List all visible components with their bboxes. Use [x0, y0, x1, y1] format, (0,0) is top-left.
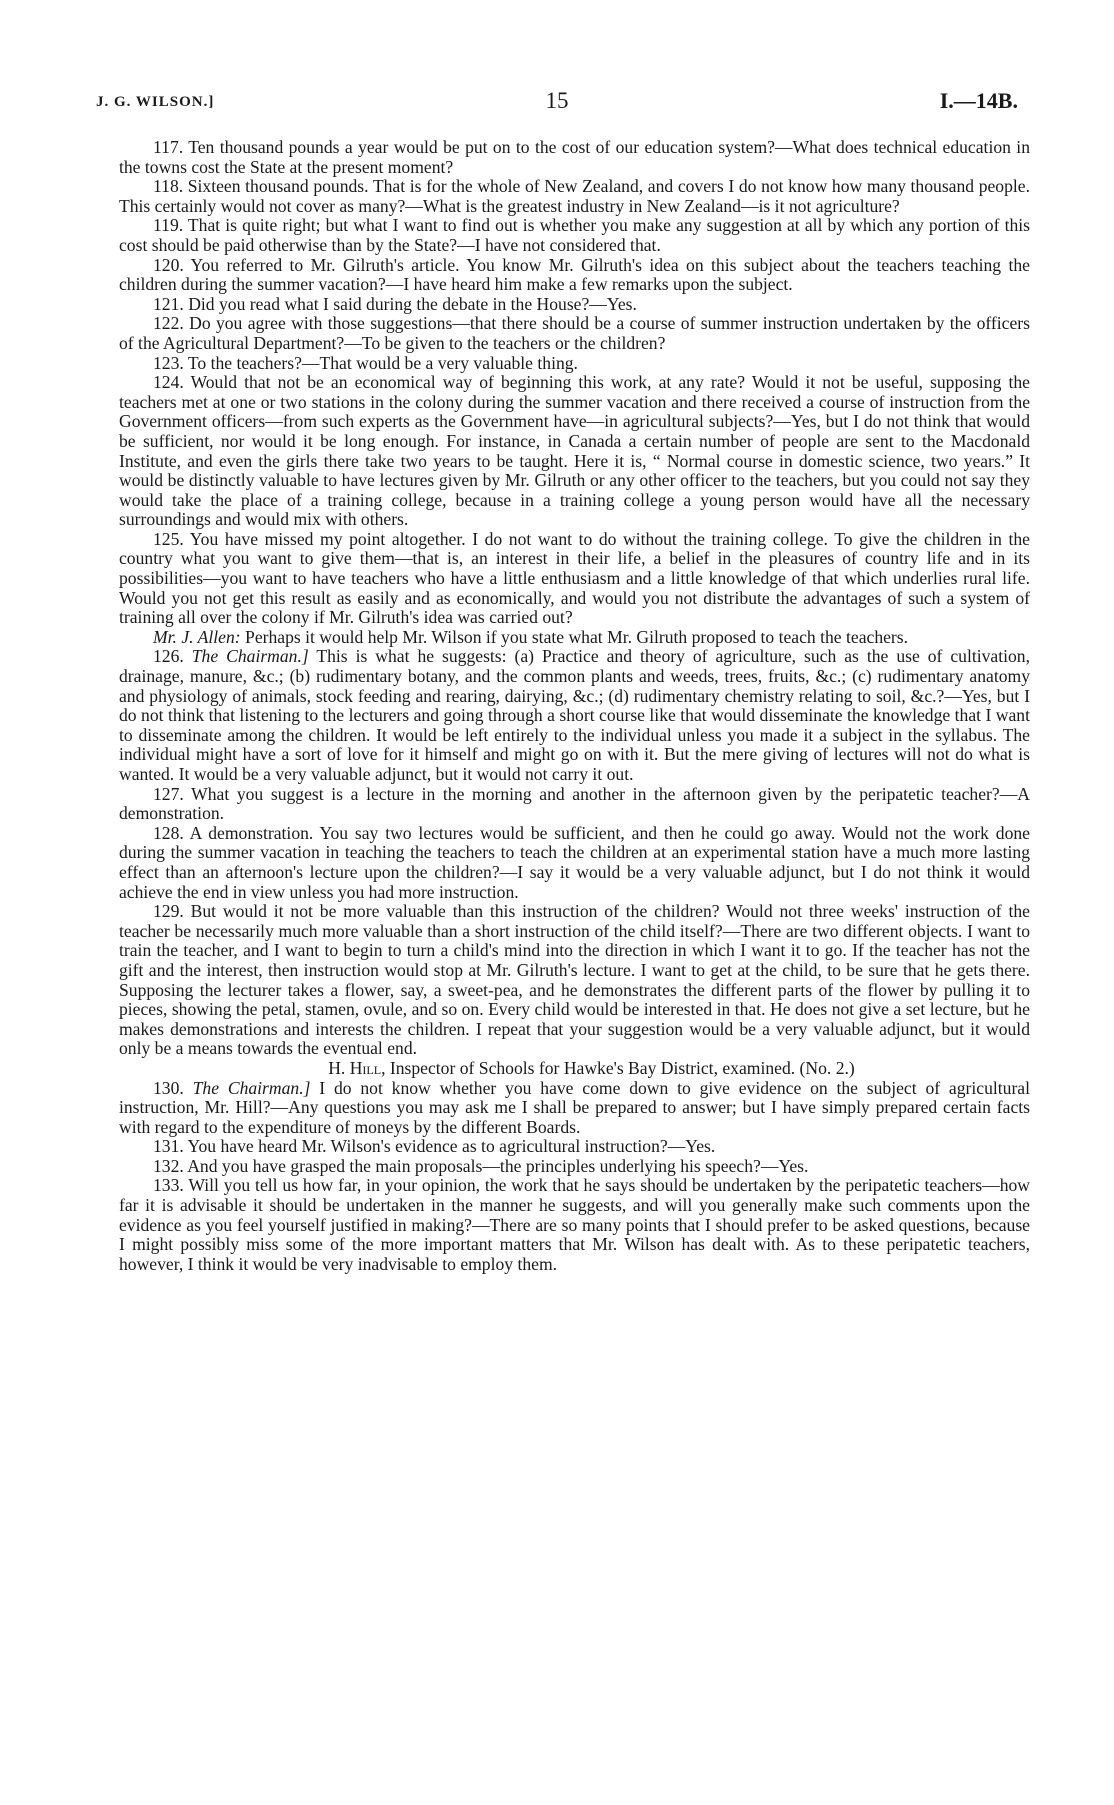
- running-header: [96, 88, 1018, 118]
- paragraph-120: 120. You referred to Mr. Gilruth's article. You know Mr. Gilruth's idea on this subject about the teachers teaching the children during the summer vacation?—I have heard him make a few remarks upon the subject.: [119, 254, 1030, 295]
- paragraph-text: I do not know whether you have come down to give evidence on the subject of agricultural instruction, Mr. Hill?—Any questions you may ask me I shall be prepared to answer; but I have simply prepared certain facts with regard to the expenditure of moneys by the different Boards.: [119, 1077, 1031, 1137]
- document-body: [119, 138, 1030, 1274]
- speaker-label: Mr. J. Allen:: [153, 626, 241, 647]
- paragraph-127: 127. What you suggest is a lecture in the morning and another in the afternoon given by the peripatetic teacher?—A demonstration.: [119, 783, 1030, 824]
- paragraph-118: 118. Sixteen thousand pounds. That is for the whole of New Zealand, and covers I do not know how many thousand people. This certainly would not cover as many?—What is the greatest industry in New Zealand—is it not agriculture?: [119, 176, 1030, 216]
- paragraph-131: 131. You have heard Mr. Wilson's evidence as to agricultural instruction?—Yes.: [153, 1136, 716, 1157]
- paragraph-132: 132. And you have grasped the main proposals—the principles underlying his speech?—Yes.: [153, 1155, 809, 1176]
- paragraph-133: 133. Will you tell us how far, in your opinion, the work that he says should be undertaken by the peripatetic teachers—how far it is advisable it should be undertaken in the manner he suggests, and will you generally make such comments upon the evidence as you feel yourself justified in making?—There are so many points that I should prefer to be asked questions, because I might possibly miss some of the more important matters that Mr. Wilson has dealt with. As to these peripatetic teachers, however, I think it would be very inadvisable to employ them.: [119, 1175, 1030, 1274]
- speaker-label: The Chairman.]: [192, 1077, 311, 1098]
- paragraph-129: 129. But would it not be more valuable than this instruction of the children? Would not three weeks' instruction of the teacher be necessarily much more valuable than a short instruction of the child itself?—There are two different objects. I want to train the teacher, and I want to begin to turn a child's mind into the direction in which I want it to go. If the teacher has not the gift and the interest, then instruction would stop at Mr. Gilruth's lecture. I want to get at the child, to be sure that he gets there. Supposing the lecturer takes a flower, say, a sweet-pea, and he demonstrates the different parts of the flower by pulling it to pieces, showing the petal, stamen, ovule, and so on. Every child would be interested in that. He does not give a set lecture, but he makes demonstrations and interests the children. I repeat that your suggestion would be a very valuable adjunct, but it would only be a means towards the eventual end.: [119, 901, 1030, 1059]
- witness-heading: [119, 1059, 1030, 1079]
- paragraph-number: 130.: [153, 1077, 184, 1098]
- paragraph-119: 119. That is quite right; but what I want to find out is whether you make any suggestion at all by which any portion of this cost should be paid otherwise than by the State?—I have not considered that.: [119, 215, 1030, 255]
- paragraph-126: [119, 647, 1030, 784]
- paragraph-123: 123. To the teachers?—That would be a very valuable thing.: [153, 352, 578, 373]
- paragraph-121: 121. Did you read what I said during the debate in the House?—Yes.: [153, 293, 637, 314]
- paragraph-allen: [119, 628, 1030, 648]
- paragraph-text: Perhaps it would help Mr. Wilson if you state what Mr. Gilruth proposed to teach the teachers.: [245, 626, 909, 647]
- speaker-label: The Chairman.]: [191, 646, 309, 667]
- witness-name: H. Hill,: [328, 1057, 386, 1078]
- paragraph-number: 126.: [153, 646, 184, 667]
- paragraph-124: 124. Would that not be an economical way of beginning this work, at any rate? Would it not be useful, supposing the teachers met at one or two stations in the colony during the summer vacation and there received a course of instruction from the Government officers—from such experts as the Government have—in agricultural subjects?—Yes, but I do not think that would be sufficient, nor would it be long enough. For instance, in Canada a certain number of people are sent to the Macdonald Institute, and even the girls there take two years to be taught. Here it is, “ Normal course in domestic science, two years.” It would be distinctly valuable to have lectures given by Mr. Gilruth or any other officer to the teachers, but you could not say they would take the place of a training college, because in a training college a young person would have all the necessary surroundings and would mix with others.: [119, 372, 1030, 530]
- paragraph-125: 125. You have missed my point altogether. I do not want to do without the training college. To give the children in the country what you want to give them—that is, an interest in their life, a belief in the pleasures of country life and in its possibilities—you want to have teachers who have a little enthusiasm and a little knowledge of that which underlies rural life. Would you not get this result as easily and as economically, and would you not distribute the advantages of such a system of training all over the colony if Mr. Gilruth's idea was carried out?: [119, 528, 1030, 628]
- paragraph-text: This is what he suggests: (a) Practice and theory of agriculture, such as the use of cultivation, drainage, manure, &c.; (b) rudimentary botany, and the common plants and weeds, trees, fruits, &c.; (c) rudimentary anatomy and physiology of animals, stock feeding and rearing, dairying, &c.; (d) rudimentary chemistry relating to soil, &c.?—Yes, but I do not think that listening to the lecturers and going through a short course like that would disseminate the knowledge that I want to disseminate among the children. It would be left entirely to the individual unless you made it a subject in the syllabus. The individual might have a sort of love for it himself and might go on with it. But the mere giving of lectures will not do what is wanted. It would be a very valuable adjunct, but it would not carry it out.: [119, 646, 1030, 784]
- page-number: 15: [545, 88, 569, 113]
- paper-reference: I.—14B.: [939, 88, 1018, 113]
- witness-description: Inspector of Schools for Hawke's Bay District, examined. (No. 2.): [389, 1057, 855, 1078]
- paragraph-128: 128. A demonstration. You say two lectures would be sufficient, and then he could go away. Would not the work done during the summer vacation in teaching the teachers to teach the children at an experimental station have a much more lasting effect than an afternoon's lecture upon the children?—I say it would be a very valuable adjunct, but I do not think it would achieve the end in view unless you had more instruction.: [119, 822, 1030, 902]
- paragraph-117: 117. Ten thousand pounds a year would be put on to the cost of our education system?—What does technical education in the towns cost the State at the present moment?: [119, 137, 1030, 177]
- paragraph-130: [119, 1079, 1030, 1138]
- header-witness: J. G. WILSON.]: [96, 94, 215, 110]
- paragraph-122: 122. Do you agree with those suggestions—that there should be a course of summer instruction undertaken by the officers of the Agricultural Department?—To be given to the teachers or the children?: [119, 313, 1030, 353]
